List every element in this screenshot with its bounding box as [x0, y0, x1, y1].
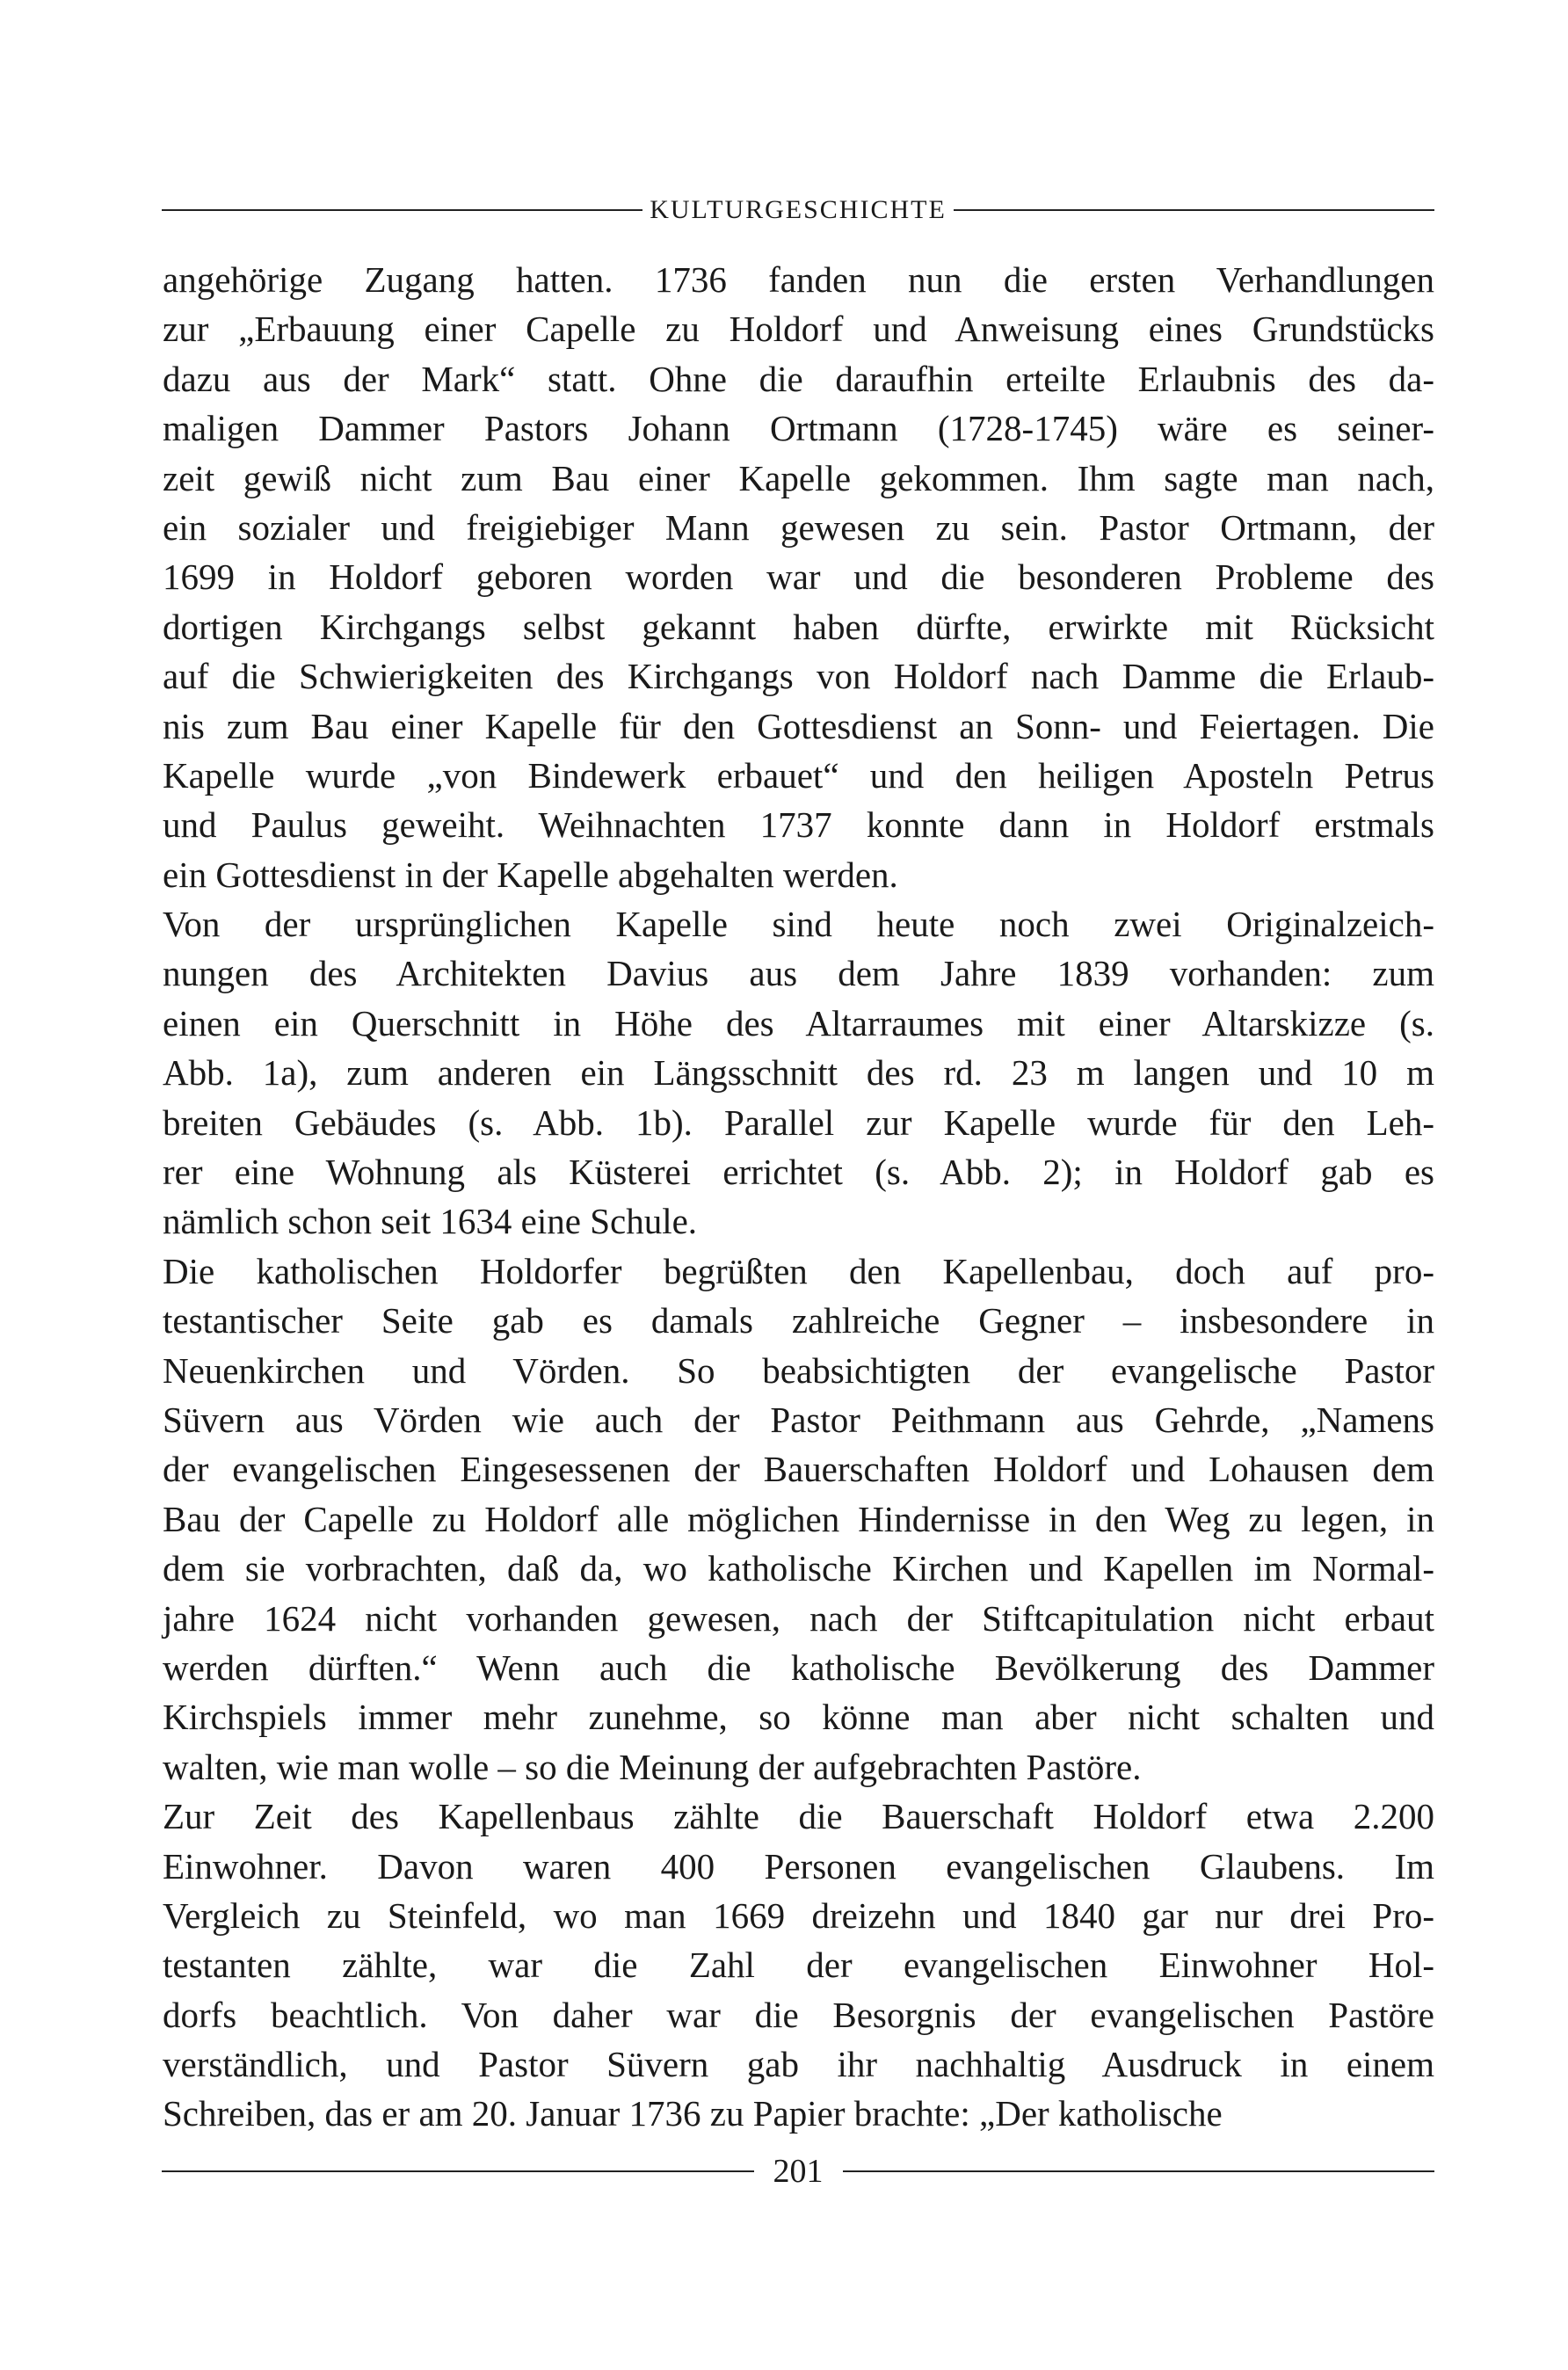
text-line: nämlich schon seit 1634 eine Schule. [163, 1201, 698, 1242]
text-line: Zur Zeit des Kapellenbaus zählte die Bauerschaft Holdorf etwa 2.200 [163, 1796, 1434, 1837]
text-line: Kapelle wurde „von Bindewerk erbauet“ und den heiligen Aposteln Petrus [163, 754, 1434, 796]
body-text [163, 255, 1434, 2139]
footer-rule-left [162, 2170, 754, 2172]
text-line: ein Gottesdienst in der Kapelle abgehalten werden. [163, 854, 898, 895]
text-line: 1699 in Holdorf geboren worden war und die besonderen Probleme des [163, 556, 1434, 598]
text-line: Schreiben, das er am 20. Januar 1736 zu Papier brachte: „Der katholische [163, 2093, 1223, 2134]
footer-rule-right [843, 2170, 1435, 2172]
page-footer [162, 2152, 1434, 2191]
text-line: nungen des Architekten Davius aus dem Jahre 1839 vorhanden: zum [163, 953, 1434, 994]
text-line: und Paulus geweiht. Weihnachten 1737 konnte dann in Holdorf erstmals [163, 804, 1434, 846]
page-number: 201 [773, 2153, 824, 2190]
text-line: jahre 1624 nicht vorhanden gewesen, nach der Stiftcapitulation nicht erbaut [163, 1597, 1434, 1639]
text-line: walten, wie man wolle – so die Meinung der aufgebrachten Pastöre. [163, 1746, 1142, 1787]
text-line: Süvern aus Vörden wie auch der Pastor Peithmann aus Gehrde, „Namens [163, 1399, 1434, 1440]
text-line: testantischer Seite gab es damals zahlreiche Gegner – insbesondere in [163, 1300, 1434, 1341]
text-line: Abb. 1a), zum anderen ein Längsschnitt des rd. 23 m langen und 10 m [163, 1052, 1434, 1094]
text-line: dorfs beachtlich. Von daher war die Besorgnis der evangelischen Pastöre [163, 1994, 1434, 2035]
text-line: zeit gewiß nicht zum Bau einer Kapelle gekommen. Ihm sagte man nach, [163, 457, 1434, 498]
text-line: Vergleich zu Steinfeld, wo man 1669 dreizehn und 1840 gar nur drei Pro- [163, 1894, 1434, 1936]
text-line: angehörige Zugang hatten. 1736 fanden nun die ersten Verhandlungen [163, 259, 1434, 300]
text-line: Kirchspiels immer mehr zunehme, so könne man aber nicht schalten und [163, 1697, 1434, 1738]
text-line: dem sie vorbrachten, daß da, wo katholische Kirchen und Kapellen im Normal- [163, 1548, 1434, 1589]
text-line: maligen Dammer Pastors Johann Ortmann (1728-1745) wäre es seiner- [163, 408, 1434, 449]
text-line: nis zum Bau einer Kapelle für den Gottesdienst an Sonn- und Feiertagen. Die [163, 705, 1434, 746]
text-line: ein sozialer und freigiebiger Mann gewesen zu sein. Pastor Ortmann, der [163, 506, 1434, 548]
running-header [162, 195, 1434, 225]
header-title: KULTURGESCHICHTE [650, 195, 947, 224]
text-line: zur „Erbauung einer Capelle zu Holdorf und Anweisung eines Grundstücks [163, 309, 1434, 350]
text-line: testanten zählte, war die Zahl der evangelischen Einwohner Hol- [163, 1945, 1434, 1986]
text-line: werden dürften.“ Wenn auch die katholische Bevölkerung des Dammer [163, 1647, 1434, 1688]
header-rule-right [954, 209, 1434, 211]
text-line: auf die Schwierigkeiten des Kirchgangs von Holdorf nach Damme die Erlaub- [163, 656, 1434, 697]
text-line: Die katholischen Holdorfer begrüßten den Kapellenbau, doch auf pro- [163, 1250, 1434, 1291]
text-line: dortigen Kirchgangs selbst gekannt haben dürfte, erwirkte mit Rücksicht [163, 606, 1434, 647]
text-line: Bau der Capelle zu Holdorf alle möglichen Hindernisse in den Weg zu legen, in [163, 1498, 1434, 1539]
text-line: dazu aus der Mark“ statt. Ohne die daraufhin erteilte Erlaubnis des da- [163, 358, 1434, 399]
text-line: einen ein Querschnitt in Höhe des Altarraumes mit einer Altarskizze (s. [163, 1002, 1434, 1043]
text-line: rer eine Wohnung als Küsterei errichtet (s. Abb. 2); in Holdorf gab es [163, 1152, 1434, 1193]
text-line: Einwohner. Davon waren 400 Personen evangelischen Glaubens. Im [163, 1845, 1434, 1887]
text-line: verständlich, und Pastor Süvern gab ihr nachhaltig Ausdruck in einem [163, 2044, 1434, 2085]
text-line: breiten Gebäudes (s. Abb. 1b). Parallel zur Kapelle wurde für den Leh- [163, 1101, 1434, 1143]
text-line: der evangelischen Eingesessenen der Bauerschaften Holdorf und Lohausen dem [163, 1449, 1434, 1490]
header-rule-left [162, 209, 642, 211]
text-line: Von der ursprünglichen Kapelle sind heute noch zwei Originalzeich- [163, 904, 1434, 945]
text-line: Neuenkirchen und Vörden. So beabsichtigten der evangelische Pastor [163, 1349, 1434, 1391]
